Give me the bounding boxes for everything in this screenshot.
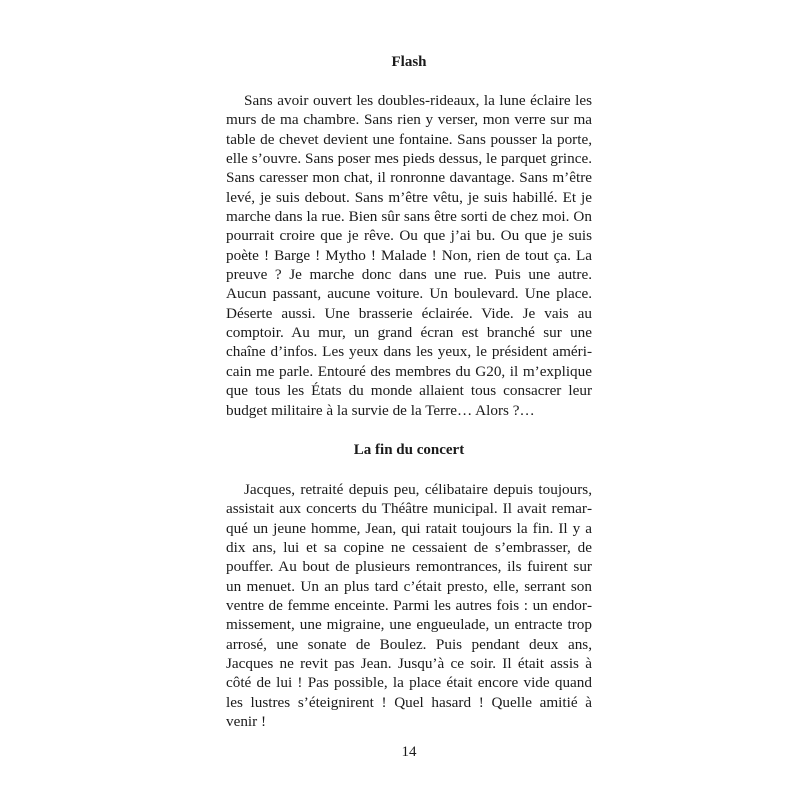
section-body-la-fin-du-concert: Jacques, retraité depuis peu, célibataire depuis toujours, assistait aux concerts du Théâtre municipal. Il avait remarqué un jeune homme, Jean, qui ratait toujours la fin. Il y a dix ans, lui et sa copine ne cessaient de s’embrasser, de pouffer. Au bout de plusieurs remontrances, ils fuirent sur un menuet. Un an plus tard c’était presto, elle, serrant son ventre de femme enceinte. Parmi les autres fois : un endormissement, une migraine, une engueulade, un entracte trop arrosé, une sonate de Boulez. Puis pendant deux ans, Jacques ne revit pas Jean. Jusqu’à ce soir. Il était assis à côté de lui ! Pas possible, la place était encore vide quand les lustres s’éteignirent ! Quel hasard ! Quelle amitié à venir ! [226,481,592,731]
section-title-flash: Flash [391,54,427,70]
section-body-flash: Sans avoir ouvert les doubles-rideaux, la lune éclaire les murs de ma chambre. Sans rien y verser, mon verre sur ma table de chevet devient une fontaine. Sans pousser la porte, elle s’ouvre. Sans poser mes pieds dessus, le parquet grince. Sans caresser mon chat, il ronronne davantage. Sans m’être levé, je suis debout. Sans m’être vêtu, je suis habillé. Et je marche dans la rue. Bien sûr sans être sorti de chez moi. On pourrait croire que je rêve. Ou que j’ai bu. Ou que je suis poète ! Barge ! Mytho ! Malade ! Non, rien de tout ça. La preuve ? Je marche donc dans une rue. Puis une autre. Aucun passant, aucune voiture. Un boulevard. Une place. Déserte aussi. Une brasserie éclairée. Vide. Je vais au comptoir. Au mur, un grand écran est branché sur une chaîne d’infos. Les yeux dans les yeux, le président américain me parle. Entouré des membres du G20, il m’explique que tous les États du monde allaient tous consacrer leur budget militaire à la survie de la Terre… Alors ?… [226,92,592,419]
page-number: 14 [401,744,417,760]
section-title-la-fin-du-concert: La fin du concert [353,442,465,458]
